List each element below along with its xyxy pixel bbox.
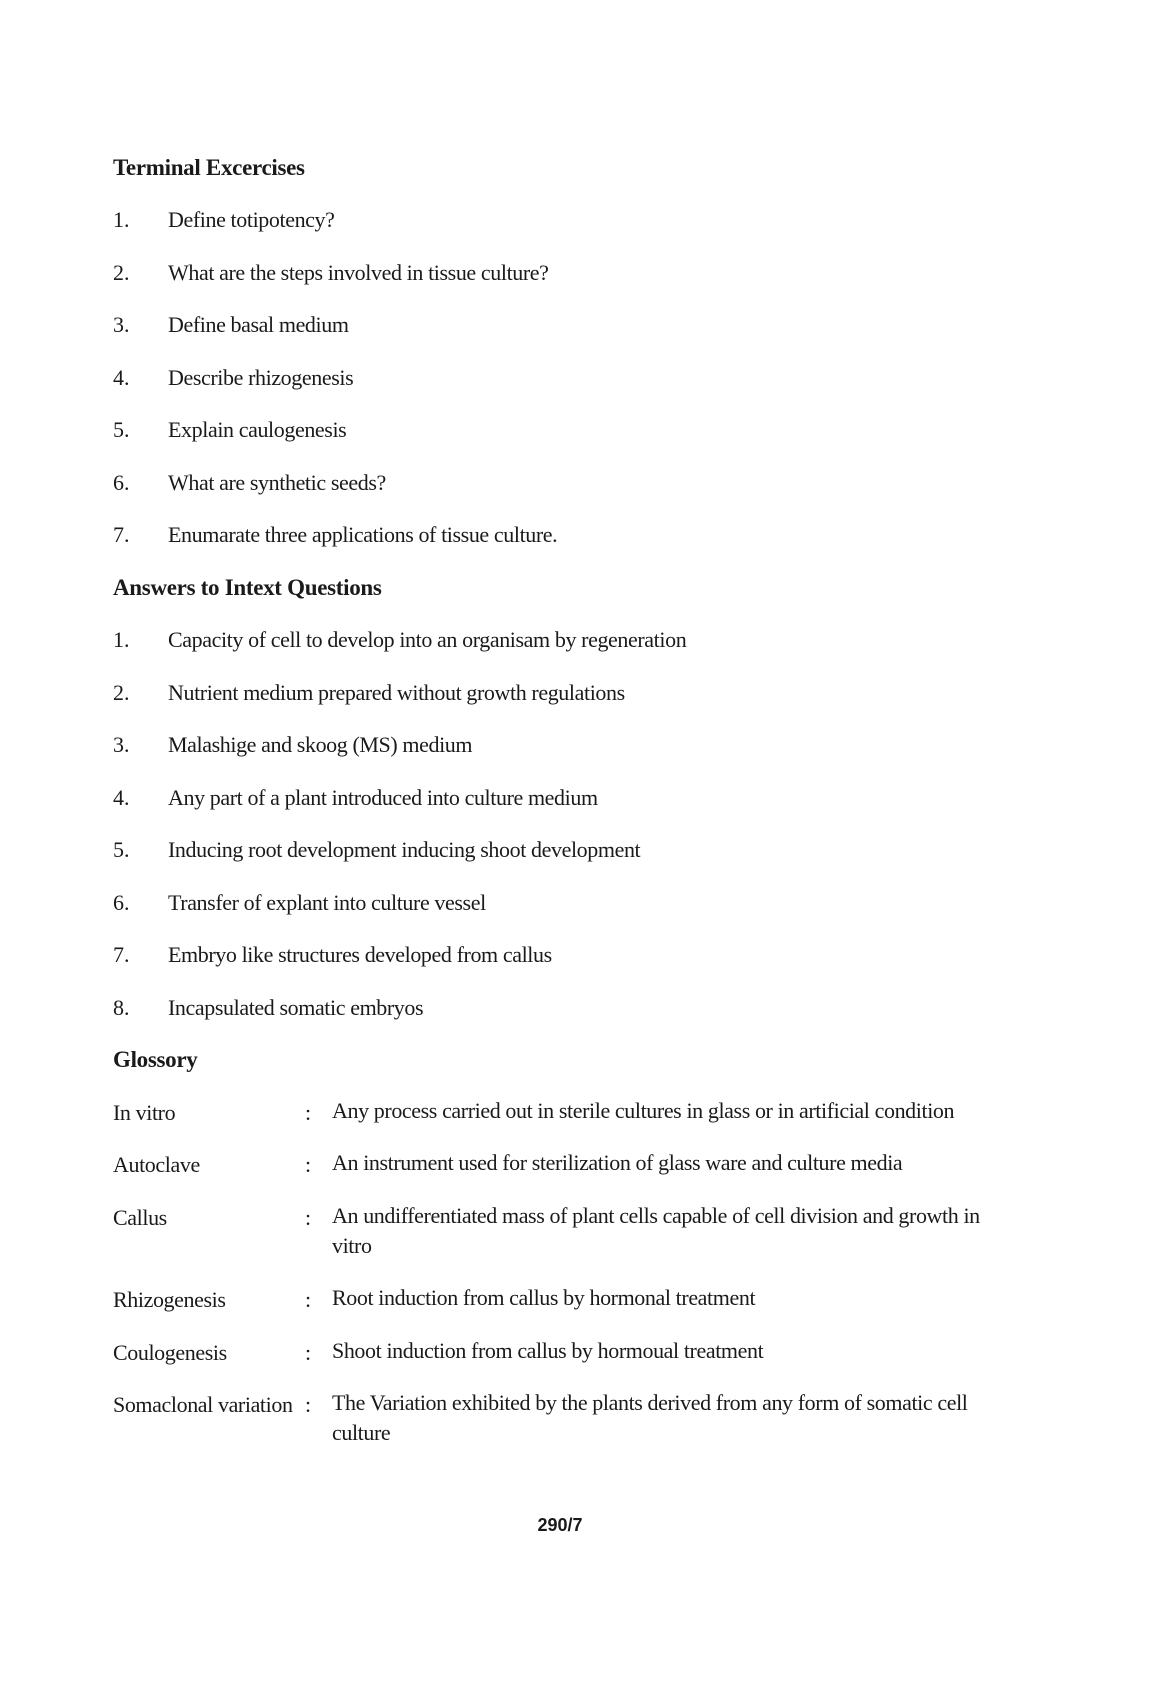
glossary-definition: An undifferentiated mass of plant cells capable of cell division and growth in vitro (332, 1203, 980, 1258)
list-item-number: 4. (113, 365, 130, 390)
glossary-term: Callus (113, 1205, 167, 1230)
glossary-definition: The Variation exhibited by the plants derived from any form of somatic cell culture (332, 1390, 968, 1445)
glossary-term: Rhizogenesis (113, 1287, 226, 1312)
list-item-number: 1. (113, 207, 130, 232)
list-item: Capacity of cell to develop into an organisam by regeneration (168, 627, 687, 652)
glossary-separator: : (305, 1392, 312, 1417)
list-item: Transfer of explant into culture vessel (168, 890, 486, 915)
list-item-number: 7. (113, 942, 130, 967)
terminal-exercises-heading: Terminal Excercises (113, 155, 305, 180)
list-item-number: 3. (113, 732, 130, 757)
glossary-definition: An instrument used for sterilization of glass ware and culture media (332, 1150, 903, 1175)
list-item-number: 5. (113, 417, 130, 442)
list-item: Define basal medium (168, 312, 349, 337)
list-item-number: 3. (113, 312, 130, 337)
list-item-number: 4. (113, 785, 130, 810)
glossary-definition: Shoot induction from callus by hormoual treatment (332, 1338, 764, 1363)
list-item: Any part of a plant introduced into culture medium (168, 785, 598, 810)
page-number: 290/7 (537, 1515, 583, 1535)
glossary-heading: Glossory (113, 1047, 198, 1072)
list-item: Malashige and skoog (MS) medium (168, 732, 473, 757)
glossary-separator: : (305, 1100, 312, 1125)
answers-heading: Answers to Intext Questions (113, 575, 382, 600)
glossary-separator: : (305, 1205, 312, 1230)
list-item: Describe rhizogenesis (168, 365, 354, 390)
glossary-term: Somaclonal variation (113, 1392, 293, 1417)
list-item: Enumarate three applications of tissue culture. (168, 522, 558, 547)
list-item-number: 7. (113, 522, 130, 547)
glossary-term: Coulogenesis (113, 1340, 227, 1365)
list-item-number: 1. (113, 627, 130, 652)
list-item-number: 2. (113, 260, 130, 285)
glossary-term: In vitro (113, 1100, 176, 1125)
list-item-number: 5. (113, 837, 130, 862)
list-item-number: 2. (113, 680, 130, 705)
list-item-number: 6. (113, 470, 130, 495)
list-item: Inducing root development inducing shoot development (168, 837, 641, 862)
glossary-definition: Root induction from callus by hormonal treatment (332, 1285, 756, 1310)
list-item: Embryo like structures developed from callus (168, 942, 552, 967)
glossary-separator: : (305, 1152, 312, 1177)
glossary-definition: Any process carried out in sterile cultures in glass or in artificial condition (332, 1098, 955, 1123)
glossary-separator: : (305, 1340, 312, 1365)
glossary-term: Autoclave (113, 1152, 200, 1177)
list-item: Explain caulogenesis (168, 417, 347, 442)
glossary-separator: : (305, 1287, 312, 1312)
list-item: What are synthetic seeds? (168, 470, 386, 495)
list-item: Incapsulated somatic embryos (168, 995, 424, 1020)
list-item: What are the steps involved in tissue culture? (168, 260, 549, 285)
list-item: Nutrient medium prepared without growth regulations (168, 680, 625, 705)
list-item-number: 6. (113, 890, 130, 915)
list-item: Define totipotency? (168, 207, 335, 232)
list-item-number: 8. (113, 995, 130, 1020)
